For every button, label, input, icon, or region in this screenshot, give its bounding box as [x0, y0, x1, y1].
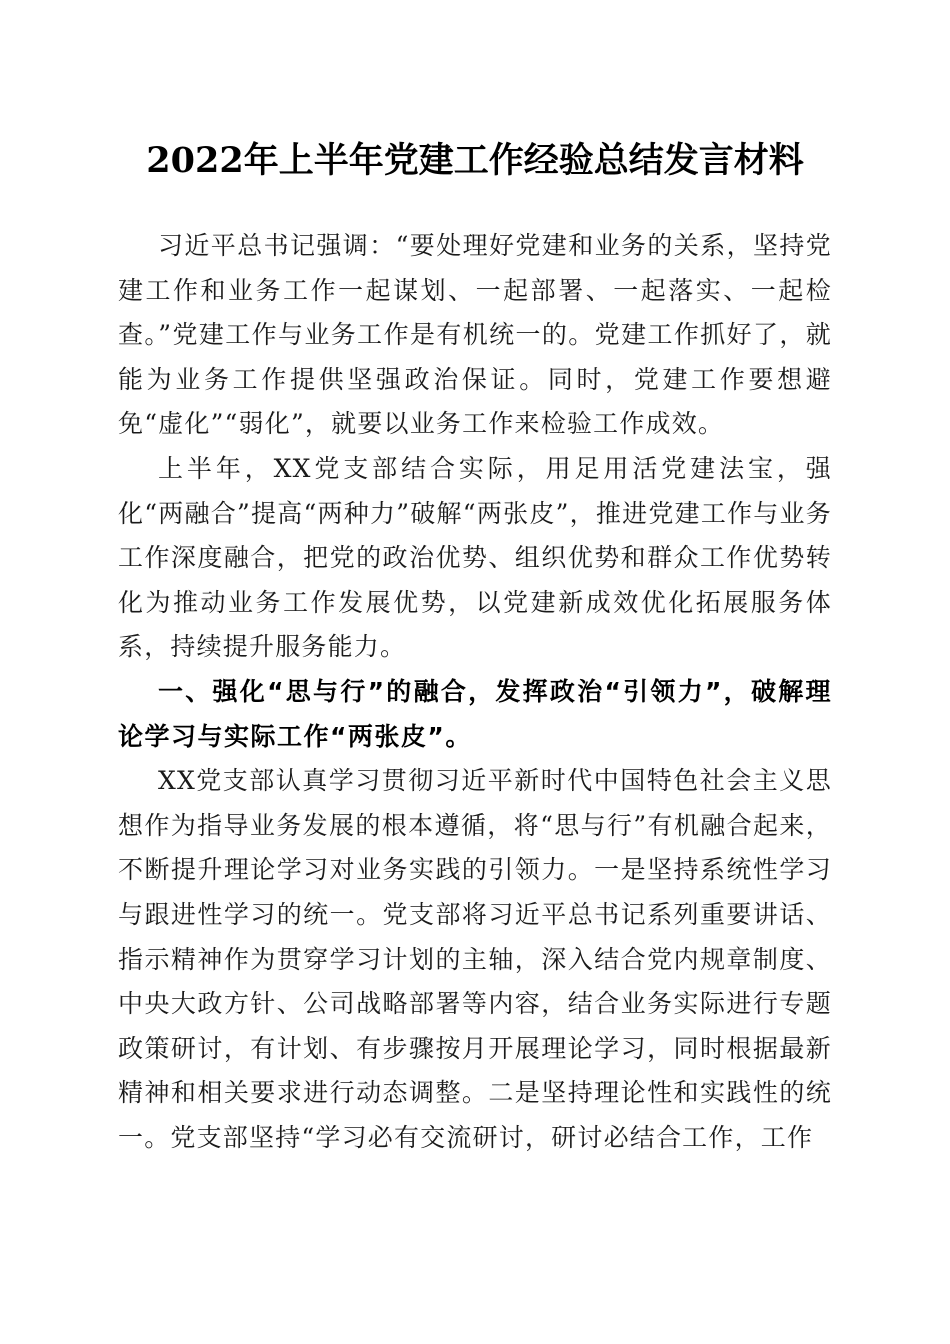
- section-heading: 一、强化“思与行”的融合，发挥政治“引领力”，破解理论学习与实际工作“两张皮”。: [118, 676, 832, 751]
- document-body: [118, 224, 832, 1160]
- summary-paragraph: 上半年，XX党支部结合实际，用足用活党建法宝，强化“两融合”提高“两种力”破解“两张皮”，推进党建工作与业务工作深度融合，把党的政治优势、组织优势和群众工作优势转化为推动业务工作发展优势，以党建新成效优化拓展服务体系，持续提升服务能力。: [118, 453, 832, 662]
- document-title: 2022年上半年党建工作经验总结发言材料: [146, 140, 804, 181]
- intro-paragraph: 习近平总书记强调：“要处理好党建和业务的关系，坚持党建工作和业务工作一起谋划、一起部署、一起落实、一起检查。”党建工作与业务工作是有机统一的。党建工作抓好了，就能为业务工作提供坚强政治保证。同时，党建工作要想避免“虚化”“弱化”，就要以业务工作来检验工作成效。: [118, 231, 832, 439]
- section-paragraph: XX党支部认真学习贯彻习近平新时代中国特色社会主义思想作为指导业务发展的根本遵循，将“思与行”有机融合起来，不断提升理论学习对业务实践的引领力。一是坚持系统性学习与跟进性学习的统一。党支部将习近平总书记系列重要讲话、指示精神作为贯穿学习计划的主轴，深入结合党内规章制度、中央大政方针、公司战略部署等内容，结合业务实际进行专题政策研讨，有计划、有步骤按月开展理论学习，同时根据最新精神和相关要求进行动态调整。二是坚持理论性和实践性的统一。党支部坚持“学习必有交流研讨，研讨必结合工作，工作: [118, 766, 832, 1152]
